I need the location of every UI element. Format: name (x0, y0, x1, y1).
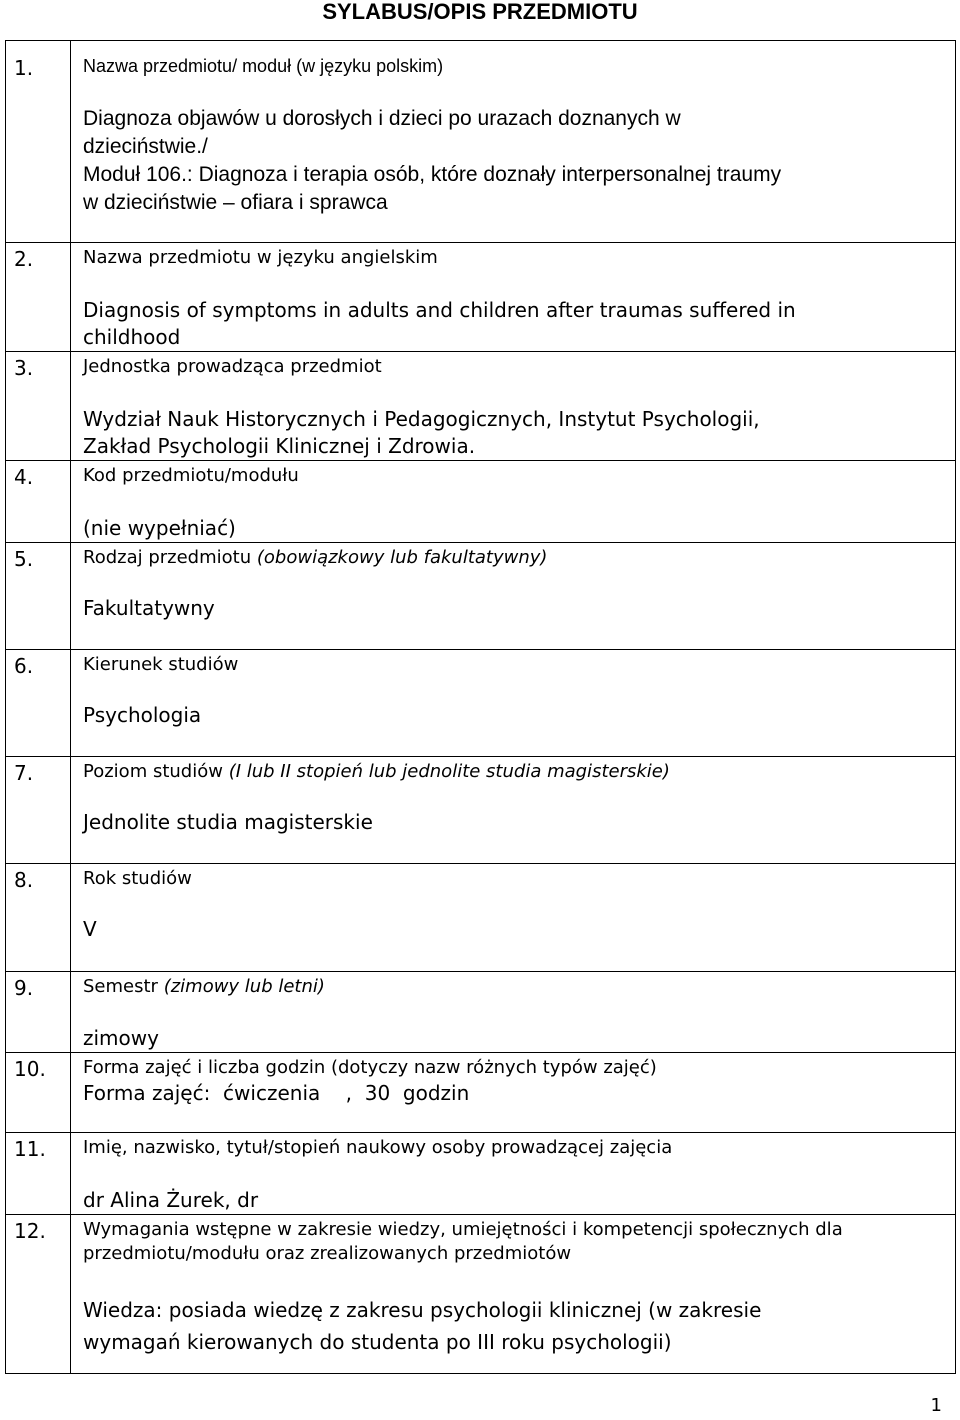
row-content (71, 864, 956, 972)
row-content (71, 1053, 956, 1133)
page-title: SYLABUS/OPIS PRZEDMIOTU (322, 0, 638, 24)
row-label-line: Wymagania wstępne w zakresie wiedzy, umiejętności i kompetencji społecznych dla (83, 1219, 843, 1240)
row-value-line: w dzieciństwie – ofiara i sprawca (83, 191, 388, 214)
row-label-note: (zimowy lub letni) (163, 976, 325, 997)
row-number: 3. (6, 352, 71, 461)
row-number: 11. (6, 1133, 71, 1215)
page-number: 1 (930, 1395, 942, 1416)
table-row (6, 757, 956, 864)
row-value: V (83, 917, 97, 941)
row-content (71, 352, 956, 461)
row-content (71, 461, 956, 543)
row-label-note: (I lub II stopień lub jednolite studia magisterskie) (228, 761, 670, 782)
row-label: Kierunek studiów (83, 654, 239, 675)
row-number: 4. (6, 461, 71, 543)
table-row (6, 352, 956, 461)
table-row (6, 461, 956, 543)
row-label: Imię, nazwisko, tytuł/stopień naukowy osoby prowadzącej zajęcia (83, 1137, 673, 1158)
row-number: 7. (6, 757, 71, 864)
row-label-wrap (83, 975, 947, 999)
row-number: 12. (6, 1215, 71, 1374)
row-content (71, 972, 956, 1053)
row-number: 6. (6, 650, 71, 757)
row-label: Forma zajęć i liczba godzin (dotyczy nazw różnych typów zajęć) (83, 1057, 657, 1078)
row-label: Nazwa przedmiotu w języku angielskim (83, 247, 438, 268)
row-value-line: childhood (83, 325, 181, 349)
row-content (71, 41, 956, 243)
row-number: 8. (6, 864, 71, 972)
row-label: Rodzaj przedmiotu (83, 547, 252, 568)
row-value-line: Moduł 106.: Diagnoza i terapia osób, które doznały interpersonalnej traumy (83, 163, 782, 186)
row-content (71, 1215, 956, 1374)
row-value-line: Zakład Psychologii Klinicznej i Zdrowia. (83, 434, 476, 458)
table-row (6, 243, 956, 352)
row-content (71, 650, 956, 757)
row-number: 2. (6, 243, 71, 352)
row-value: (nie wypełniać) (83, 516, 236, 540)
row-content (71, 1133, 956, 1215)
row-value-line: Wiedza: posiada wiedzę z zakresu psychologii klinicznej (w zakresie (83, 1298, 762, 1322)
table-row (6, 543, 956, 650)
table-row (6, 1215, 956, 1374)
row-label: Semestr (83, 976, 158, 997)
row-number: 10. (6, 1053, 71, 1133)
row-label-wrap (83, 546, 947, 570)
row-content (71, 757, 956, 864)
row-label: Kod przedmiotu/modułu (83, 465, 299, 486)
row-content (71, 243, 956, 352)
row-value-line: Wydział Nauk Historycznych i Pedagogicznych, Instytut Psychologii, (83, 407, 760, 431)
table-row (6, 650, 956, 757)
row-label-note: (obowiązkowy lub fakultatywny) (256, 547, 548, 568)
table-row (6, 864, 956, 972)
table-row (6, 1053, 956, 1133)
table-row (6, 1133, 956, 1215)
row-number: 9. (6, 972, 71, 1053)
row-value-line: Diagnoza objawów u dorosłych i dzieci po urazach doznanych w (83, 107, 681, 130)
table-row (6, 41, 956, 243)
row-value: Psychologia (83, 703, 202, 727)
row-value: Jednolite studia magisterskie (83, 810, 373, 834)
row-value: Fakultatywny (83, 596, 215, 620)
row-value-line: dzieciństwie./ (83, 135, 208, 158)
row-label: Nazwa przedmiotu/ moduł (w języku polskim) (83, 56, 444, 76)
row-number: 1. (6, 41, 71, 243)
syllabus-table (5, 40, 956, 1374)
row-label-line: przedmiotu/modułu oraz zrealizowanych przedmiotów (83, 1243, 572, 1264)
table-row (6, 972, 956, 1053)
row-value: Forma zajęć: ćwiczenia , 30 godzin (83, 1081, 470, 1105)
row-value-line: Diagnosis of symptoms in adults and children after traumas suffered in (83, 298, 796, 322)
row-value-line: wymagań kierowanych do studenta po III roku psychologii) (83, 1330, 672, 1354)
row-content (71, 543, 956, 650)
row-label: Poziom studiów (83, 761, 223, 782)
row-label: Rok studiów (83, 868, 192, 889)
row-label: Jednostka prowadząca przedmiot (83, 356, 382, 377)
row-value: zimowy (83, 1026, 159, 1050)
row-label-wrap (83, 760, 947, 784)
row-value: dr Alina Żurek, dr (83, 1188, 259, 1212)
row-number: 5. (6, 543, 71, 650)
